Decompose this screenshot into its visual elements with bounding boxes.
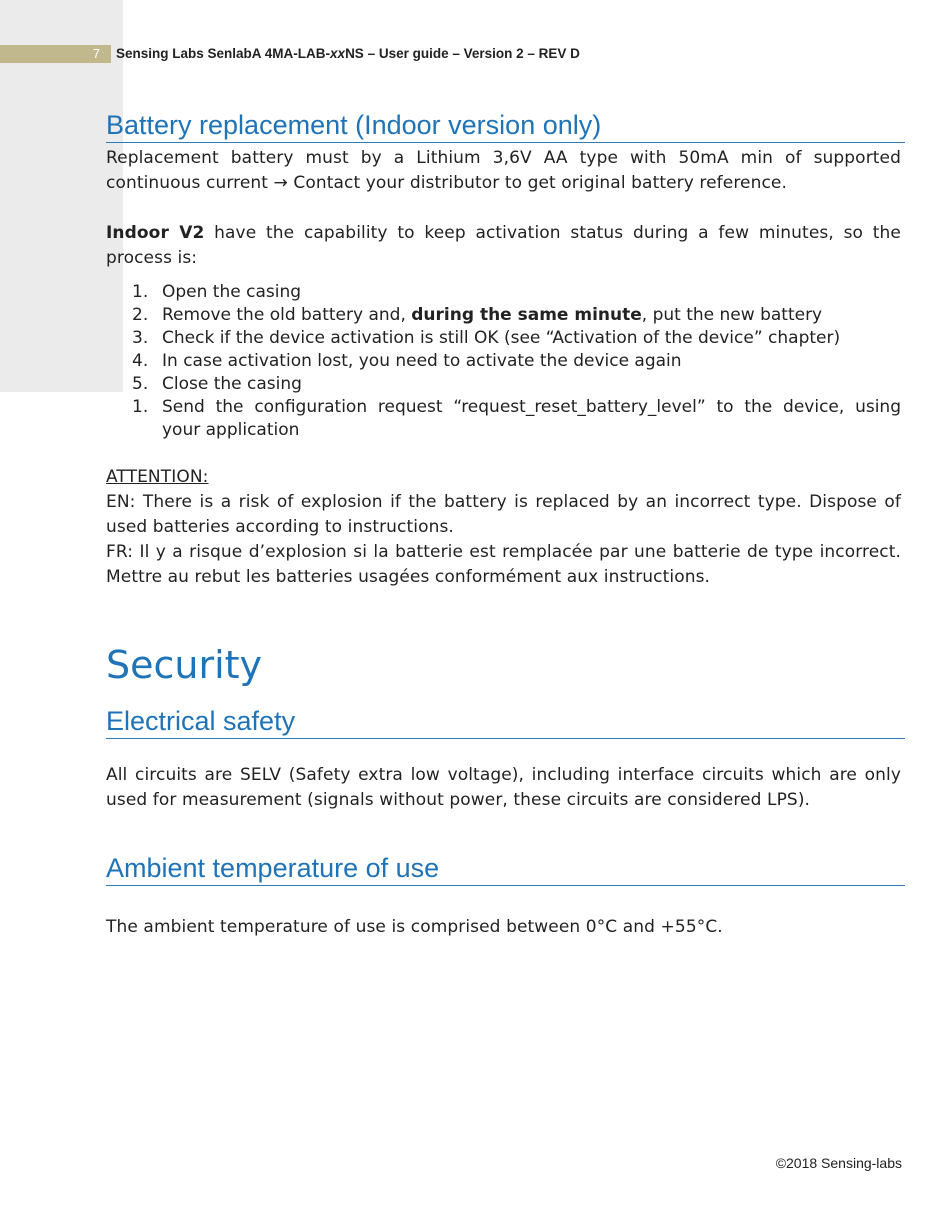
- electrical-safety-heading: Electrical safety: [106, 706, 905, 739]
- battery-heading: Battery replacement (Indoor version only): [106, 110, 905, 143]
- header-title-suffix: NS – User guide – Version 2 – REV D: [345, 46, 580, 61]
- list-item: 1. Open the casing: [132, 282, 302, 302]
- attention-fr: FR: Il y a risque d’explosion si la batterie est remplacée par une batterie de type incorrect. Mettre au rebut les batteries usagées conformément aux instructions.: [106, 542, 901, 587]
- list-item: 2. Remove the old battery and, during the same minute, put the new battery: [132, 305, 823, 325]
- security-heading: Security: [106, 643, 263, 687]
- indoor-bold: Indoor V2: [106, 223, 205, 243]
- electrical-safety-text: All circuits are SELV (Safety extra low voltage), including interface circuits which are only used for measurement (signals without power, these circuits are considered LPS).: [106, 765, 901, 810]
- page-number: 7: [92, 46, 100, 61]
- list-item: 3. Check if the device activation is still OK (see “Activation of the device” chapter): [132, 328, 841, 348]
- battery-steps-list: [106, 281, 901, 442]
- indoor-text: have the capability to keep activation status during a few minutes, so the process is:: [106, 223, 901, 268]
- list-item: 4. In case activation lost, you need to activate the device again: [132, 351, 682, 371]
- indoor-paragraph: [106, 221, 901, 271]
- attention-en: EN: There is a risk of explosion if the battery is replaced by an incorrect type. Dispose of used batteries according to instructions.: [106, 492, 901, 537]
- document-header-title: [116, 45, 580, 63]
- list-item: 5. Close the casing: [132, 374, 302, 394]
- emphasis-same-minute: during the same minute: [411, 305, 642, 325]
- ambient-temperature-heading: Ambient temperature of use: [106, 853, 905, 886]
- attention-label: ATTENTION:: [106, 467, 209, 487]
- ambient-temperature-text: The ambient temperature of use is comprised between 0°C and +55°C.: [106, 917, 723, 937]
- list-item: 1. Send the configuration request “request_reset_battery_level” to the device, using your application: [132, 397, 901, 440]
- header-title-prefix: Sensing Labs SenlabA 4MA-LAB-: [116, 46, 331, 61]
- header-title-italic: xx: [330, 46, 346, 61]
- battery-intro: Replacement battery must by a Lithium 3,6V AA type with 50mA min of supported continuous current → Contact your distributor to get original battery reference.: [106, 148, 901, 193]
- footer-copyright: ©2018 Sensing-labs: [775, 1155, 902, 1171]
